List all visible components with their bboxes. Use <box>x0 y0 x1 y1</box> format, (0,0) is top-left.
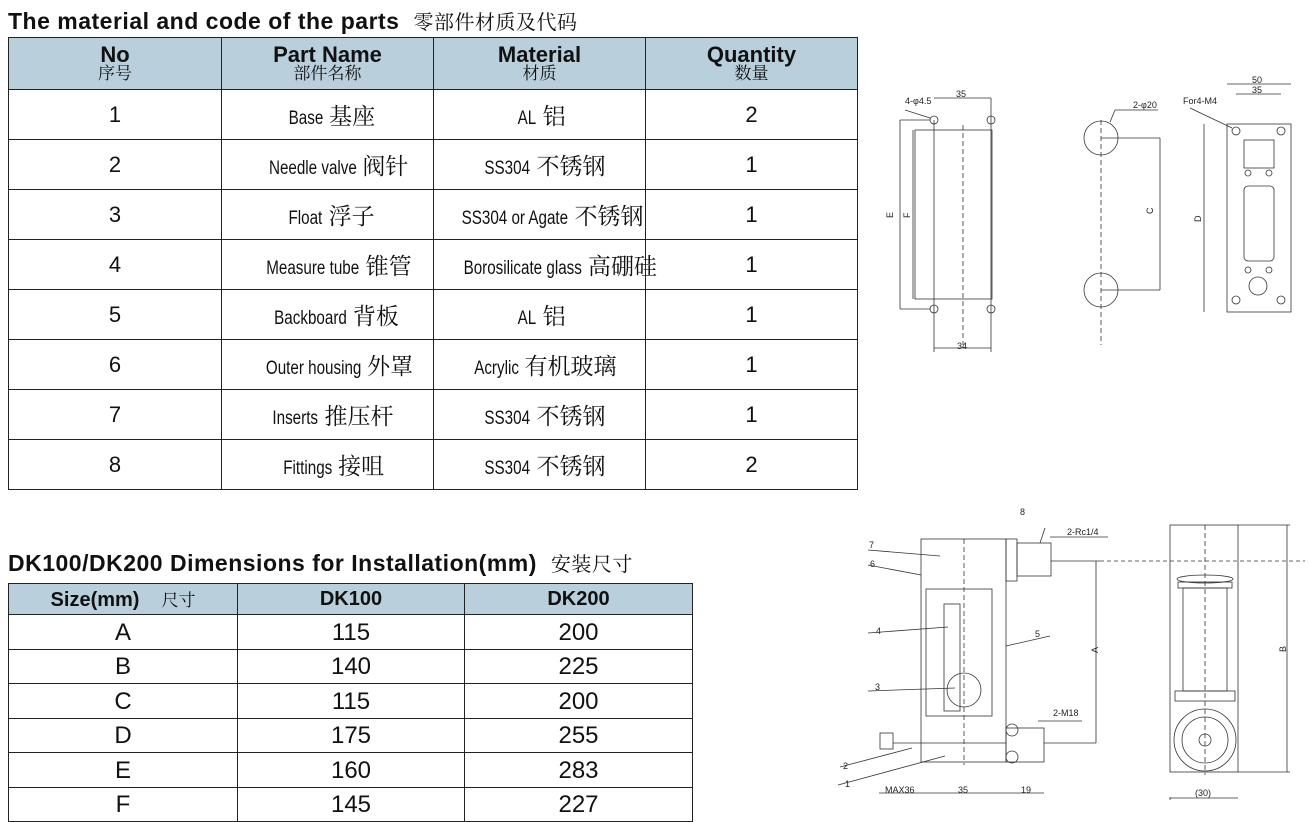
header-material-cn: 材质 <box>522 63 557 83</box>
cell-dk200: 225 <box>465 649 693 684</box>
material-en: Borosilicate glass <box>463 258 582 279</box>
drawing-top <box>885 75 1291 352</box>
material-cn: 铝 <box>542 303 566 329</box>
label-4: 4 <box>876 626 882 636</box>
header-no-cn: 序号 <box>98 63 132 83</box>
cell-no: 4 <box>9 240 222 290</box>
part-name-cn: 锥管 <box>365 253 412 279</box>
header-no-en: No <box>100 41 130 67</box>
part-name-cn: 接咀 <box>338 453 385 479</box>
cell-size: B <box>9 649 238 684</box>
cell-no: 5 <box>9 290 222 340</box>
cell-quantity: 1 <box>646 190 858 240</box>
part-name-cn: 浮子 <box>328 203 375 229</box>
label-C: C <box>1145 207 1155 214</box>
material-en: Acrylic <box>473 358 519 379</box>
cell-size: C <box>9 684 238 719</box>
label-holes: 4-φ4.5 <box>905 96 932 106</box>
label-d35: 35 <box>958 785 969 795</box>
label-7: 7 <box>869 540 875 550</box>
cell-no: 6 <box>9 340 222 390</box>
material-en: AL <box>518 308 537 329</box>
part-name-en: Outer housing <box>265 358 362 379</box>
label-6: 6 <box>870 559 876 569</box>
cell-size: E <box>9 753 238 788</box>
cell-dk200: 200 <box>465 615 693 650</box>
cell-quantity: 1 <box>646 240 858 290</box>
label-1: 1 <box>845 779 851 789</box>
label-ports: 2-φ20 <box>1133 100 1157 110</box>
label-max36: MAX36 <box>885 785 915 795</box>
material-cn: 不锈钢 <box>536 153 606 179</box>
drawing-bottom <box>838 507 1305 800</box>
material-en: SS304 or Agate <box>462 208 569 229</box>
cell-dk200: 227 <box>465 787 693 822</box>
label-34: 34 <box>957 341 968 351</box>
cell-no: 1 <box>9 90 222 140</box>
part-name-cn: 推压杆 <box>324 403 394 429</box>
cell-dk100: 175 <box>238 718 465 753</box>
part-name-en: Needle valve <box>268 158 357 179</box>
label-3: 3 <box>875 682 881 692</box>
material-cn: 高硼硅 <box>587 253 657 279</box>
label-d19: 19 <box>1021 785 1032 795</box>
material-cn: 有机玻璃 <box>524 353 617 379</box>
label-B: B <box>1278 645 1288 652</box>
header-name-cn: 部件名称 <box>293 63 362 83</box>
header-quantity-cn: 数量 <box>734 63 769 83</box>
label-50: 50 <box>1252 75 1263 85</box>
cell-quantity: 2 <box>646 440 858 490</box>
cell-dk200: 255 <box>465 718 693 753</box>
label-8: 8 <box>1020 507 1026 517</box>
part-name-en: Measure tube <box>266 258 360 279</box>
label-screws: For4-M4 <box>1183 96 1218 106</box>
material-en: SS304 <box>484 458 531 479</box>
label-2: 2 <box>843 761 849 771</box>
part-name-cn: 外罩 <box>367 353 414 379</box>
header-dk200: DK200 <box>465 584 693 615</box>
cell-dk100: 115 <box>238 615 465 650</box>
cell-size: F <box>9 787 238 822</box>
cell-dk100: 145 <box>238 787 465 822</box>
part-name-en: Fittings <box>283 458 333 479</box>
header-name-en: Part Name <box>273 41 382 67</box>
material-cn: 不锈钢 <box>536 403 606 429</box>
cell-dk100: 140 <box>238 649 465 684</box>
label-35: 35 <box>956 89 967 99</box>
parts-title-cn: 零部件材质及代码 <box>413 12 578 34</box>
cell-no: 8 <box>9 440 222 490</box>
part-name-en: Inserts <box>272 408 319 429</box>
header-size-en: Size(mm) <box>50 589 140 611</box>
material-en: SS304 <box>484 408 531 429</box>
cell-dk200: 200 <box>465 684 693 719</box>
material-en: SS304 <box>484 158 531 179</box>
label-F: F <box>902 212 912 218</box>
part-name-en: Float <box>288 208 323 229</box>
part-name-cn: 背板 <box>352 303 399 329</box>
part-name-en: Backboard <box>274 308 347 329</box>
cell-no: 7 <box>9 390 222 440</box>
dims-title-cn: 安装尺寸 <box>550 554 633 576</box>
material-cn: 铝 <box>542 103 566 129</box>
cell-size: A <box>9 615 238 650</box>
cell-no: 2 <box>9 140 222 190</box>
cell-size: D <box>9 718 238 753</box>
material-cn: 不锈钢 <box>574 203 644 229</box>
parts-title-en: The material and code of the parts <box>8 8 400 34</box>
cell-no: 3 <box>9 190 222 240</box>
label-m18: 2-M18 <box>1053 708 1079 718</box>
label-A: A <box>1090 646 1100 653</box>
cell-quantity: 2 <box>646 90 858 140</box>
part-name-en: Base <box>288 108 324 129</box>
cell-quantity: 1 <box>646 390 858 440</box>
header-size-cn: 尺寸 <box>161 591 196 610</box>
part-name-cn: 阀针 <box>362 153 409 179</box>
cell-dk100: 160 <box>238 753 465 788</box>
cell-quantity: 1 <box>646 340 858 390</box>
cell-dk200: 283 <box>465 753 693 788</box>
cell-quantity: 1 <box>646 290 858 340</box>
material-cn: 不锈钢 <box>536 453 606 479</box>
label-35b: 35 <box>1252 85 1263 95</box>
label-d30: (30) <box>1195 788 1212 798</box>
header-material-en: Material <box>497 41 582 67</box>
cell-quantity: 1 <box>646 140 858 190</box>
part-name-cn: 基座 <box>329 103 376 129</box>
material-en: AL <box>518 108 537 129</box>
header-quantity-en: Quantity <box>706 41 797 67</box>
cell-dk100: 115 <box>238 684 465 719</box>
label-D: D <box>1193 215 1203 222</box>
label-E: E <box>885 211 895 218</box>
header-dk100: DK100 <box>238 584 465 615</box>
label-rc: 2-Rc1/4 <box>1067 527 1099 537</box>
label-5: 5 <box>1035 629 1041 639</box>
dims-title-en: DK100/DK200 Dimensions for Installation(mm) <box>8 550 537 576</box>
